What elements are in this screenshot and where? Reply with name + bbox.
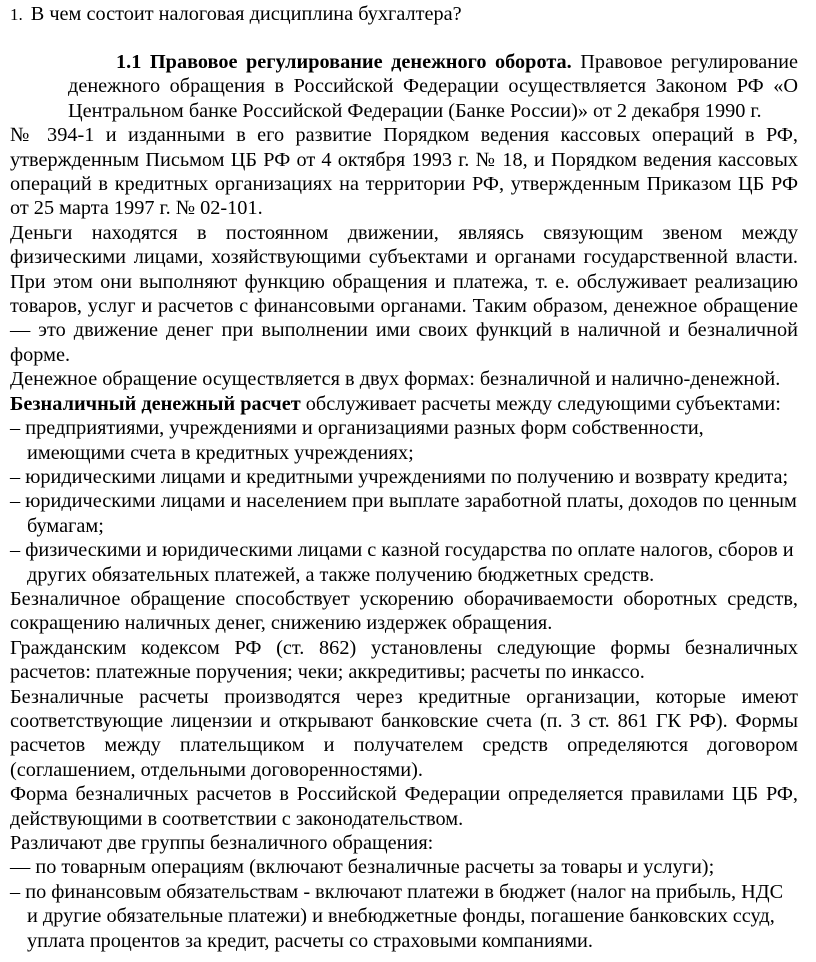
paragraph-groups-intro: Различают две группы безналичного обращения: bbox=[10, 832, 434, 854]
question-number: 1. bbox=[10, 5, 23, 24]
paragraph-form-rules: Форма безналичных расчетов в Российской Федерации определяется правилами ЦБ РФ, действующими в соответствии с законодательством. bbox=[10, 783, 798, 830]
list-item: – по финансовым обязательствам - включают платежи в бюджет (налог на прибыль, НДС и другие обязательные платежи) и внебюджетные фонды, погашение банковских ссуд, уплата процентов за кредит, расчеты со страховыми компаниями. bbox=[10, 880, 784, 952]
section-intro-a: Правовое регулирование денежного обращения в Российской Федерации осуществляется Законом РФ «О Центральном банке Российской Федерации (Банке России)» от 2 декабря 1990 г. bbox=[68, 51, 798, 122]
question-heading bbox=[10, 2, 800, 27]
paragraph-civil-code: Гражданским кодексом РФ (ст. 862) установлены следующие формы безналичных расчетов: платежные поручения; чеки; аккредитивы; расчеты по инкассо. bbox=[10, 636, 798, 684]
list-item: – физическими и юридическими лицами с казной государства по оплате налогов, сборов и других обязательных платежей, а также получению бюджетных средств. bbox=[10, 539, 794, 586]
section-intro-continued: № 394-1 и изданными в его развитие Порядком ведения кассовых операций в РФ, утвержденным Письмом ЦБ РФ от 4 октября 1993 г. № 18, и Порядком ведения кассовых операций в кредитных организациях на территории РФ, утвержденным Приказом ЦБ РФ от 25 марта 1997 г. № 02-101. bbox=[10, 124, 798, 220]
section-intro-lead bbox=[10, 50, 798, 123]
paragraph-money-forms: Денежное обращение осуществляется в двух формах: безналичной и налично-денежной. bbox=[10, 368, 781, 391]
cashless-term: Безналичный денежный расчет bbox=[10, 392, 301, 415]
paragraph-acceleration: Безналичное обращение способствует ускорению оборачиваемости оборотных средств, сокращению наличных денег, снижению издержек обращения. bbox=[10, 587, 798, 635]
section-body bbox=[10, 50, 798, 953]
paragraph-credit-organizations: Безналичные расчеты производятся через кредитные организации, которые имеют соответствующие лицензии и открывают банковские счета (п. 3 ст. 861 ГК РФ). Формы расчетов между плательщиком и получателем средств определяются договором (соглашением, отдельными договоренностями). bbox=[10, 685, 798, 781]
paragraph-money-movement: Деньги находятся в постоянном движении, являясь связующим звеном между физическими лицами, хозяйствующими субъектами и органами государственной власти. При этом они выполняют функцию обращения и платежа, т. е. обслуживает реализацию товаров, услуг и расчетов с финансовыми органами. Таким образом, денежное обращение — это движение денег при выполнении ими своих функций в наличной и безналичной форме. bbox=[10, 221, 798, 366]
paragraph-cashless-intro bbox=[10, 392, 798, 416]
section-heading: 1.1 Правовое регулирование денежного оборота. bbox=[116, 51, 572, 73]
list-item: – юридическими лицами и населением при выплате заработной платы, доходов по ценным бумагам; bbox=[10, 490, 797, 537]
question-text: В чем состоит налоговая дисциплина бухгалтера? bbox=[30, 3, 462, 25]
list-item: — по товарным операциям (включают безналичные расчеты за товары и услуги); bbox=[10, 856, 715, 879]
list-item: – предприятиями, учреждениями и организациями разных форм собственности, имеющими счета в кредитных учреждениях; bbox=[10, 417, 704, 464]
cashless-intro-rest: обслуживает расчеты между следующими субъектами: bbox=[300, 392, 781, 415]
list-item: – юридическими лицами и кредитными учреждениями по получению и возврату кредита; bbox=[10, 465, 789, 488]
